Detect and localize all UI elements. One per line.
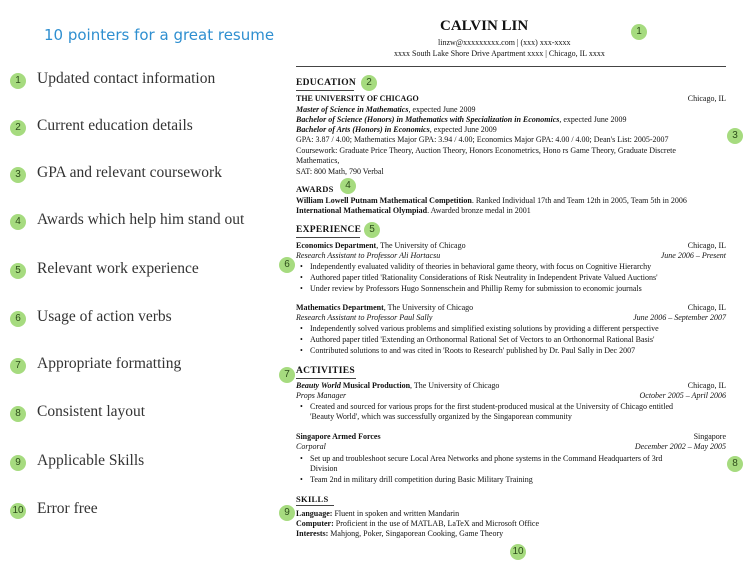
job-location: Chicago, IL xyxy=(687,303,726,312)
job-role: Research Assistant to Professor Paul Sally xyxy=(296,313,433,322)
activities-heading: ACTIVITIES xyxy=(296,366,355,376)
sat-line: SAT: 800 Math, 790 Verbal xyxy=(296,167,384,176)
degree-line: Bachelor of Arts (Honors) in Economics, expected June 2009 xyxy=(296,125,497,134)
number-badge: 5 xyxy=(364,222,380,238)
resume-address-line: xxxx South Lake Shore Drive Apartment xxxx | Chicago, IL xxxx xyxy=(394,49,605,58)
number-badge: 4 xyxy=(10,214,26,230)
number-badge: 2 xyxy=(361,75,377,91)
bullet-item: • Authored paper titled 'Extending an Orthonormal Rational Set of Vectors to an Orthonormal Rational Basis' xyxy=(310,335,654,344)
job-org: Economics Department, The University of Chicago xyxy=(296,241,466,250)
bullet-item: • Independently evaluated validity of theories in behavioral game theory, with focus on Cognitive Hierarchy xyxy=(310,262,651,271)
award-line: International Mathematical Olympiad. Awarded bronze medal in 2001 xyxy=(296,206,531,215)
bullet-item: • Contributed solutions to and was cited in 'Roots to Research' published by Dr. Paul Sally in Dec 2007 xyxy=(310,346,635,355)
bullet-item: • Set up and troubleshoot secure Local Area Networks and phone systems in the Command Headquarters of 3rd xyxy=(310,454,662,463)
pointer-text: Relevant work experience xyxy=(37,260,199,277)
pointer-text: Consistent layout xyxy=(37,403,146,420)
number-badge: 4 xyxy=(340,178,356,194)
section-underline xyxy=(296,237,360,238)
bullet-continuation: Division xyxy=(310,464,338,473)
degree-line: Master of Science in Mathematics, expected June 2009 xyxy=(296,105,476,114)
resume-name: CALVIN LIN xyxy=(440,18,529,34)
number-badge: 5 xyxy=(10,263,26,279)
number-badge: 3 xyxy=(10,167,26,183)
pointer-text: Applicable Skills xyxy=(37,452,145,469)
number-badge: 9 xyxy=(10,455,26,471)
degree-line: Bachelor of Science (Honors) in Mathematics with Specialization in Economics, expected June 2009 xyxy=(296,115,627,124)
number-badge: 7 xyxy=(10,358,26,374)
activity-org: Beauty World Musical Production, The University of Chicago xyxy=(296,381,500,390)
education-heading: EDUCATION xyxy=(296,78,357,88)
resume-contact-line: linzw@xxxxxxxxx.com | (xxx) xxx-xxxx xyxy=(438,38,571,47)
school-name: THE UNIVERSITY OF CHICAGO xyxy=(296,94,419,103)
gpa-line: GPA: 3.87 / 4.00; Mathematics Major GPA: 3.94 / 4.00; Economics Major GPA: 4.00 / 4.00; Dean's List: 2005-2007 xyxy=(296,135,669,144)
skill-line: Language: Fluent in spoken and written Mandarin xyxy=(296,509,460,518)
number-badge: 10 xyxy=(10,503,26,519)
activity-dates: December 2002 – May 2005 xyxy=(634,442,726,451)
award-line: William Lowell Putnam Mathematical Competition. Ranked Individual 17th and Team 12th in 2005, Team 5th in 2006 xyxy=(296,196,687,205)
job-role: Research Assistant to Professor Ali Hortacsu xyxy=(296,251,441,260)
activity-location: Chicago, IL xyxy=(687,381,726,390)
number-badge: 1 xyxy=(10,73,26,89)
skill-line: Computer: Proficient in the use of MATLAB, LaTeX and Microsoft Office xyxy=(296,519,540,528)
skills-heading: SKILLS xyxy=(296,494,329,504)
bullet-item: • Authored paper titled 'Rationality Considerations of Risk Neutrality in Independent Private Valued Auctions' xyxy=(310,273,658,282)
awards-heading: AWARDS xyxy=(296,184,334,194)
number-badge: 1 xyxy=(631,24,647,40)
pointer-text: Appropriate formatting xyxy=(37,355,182,372)
activity-location: Singapore xyxy=(693,432,726,441)
number-badge: 7 xyxy=(279,367,295,383)
job-location: Chicago, IL xyxy=(687,241,726,250)
activity-dates: October 2005 – April 2006 xyxy=(639,391,726,400)
activity-role: Props Manager xyxy=(296,391,347,400)
activity-role: Corporal xyxy=(296,442,326,451)
bullet-item: • Created and sourced for various props for the first student-produced musical at the University of Chicago entitled xyxy=(310,402,673,411)
skill-line: Interests: Mahjong, Poker, Singaporean Cooking, Game Theory xyxy=(296,529,504,538)
left-panel-title: 10 pointers for a great resume xyxy=(44,26,275,44)
number-badge: 10 xyxy=(510,544,526,560)
job-dates: June 2006 – Present xyxy=(660,251,726,260)
pointer-text: Current education details xyxy=(37,117,193,134)
bullet-continuation: 'Beauty World', which was successfully organized by the Singaporean community xyxy=(310,412,572,421)
section-underline xyxy=(296,378,356,379)
pointer-text: GPA and relevant coursework xyxy=(37,164,222,181)
experience-heading: EXPERIENCE xyxy=(296,225,362,235)
bullet-item: • Under review by Professors Hugo Sonnenschein and Phillip Remy for submission to economic journals xyxy=(310,284,642,293)
pointer-text: Updated contact information xyxy=(37,70,216,87)
number-badge: 9 xyxy=(279,505,295,521)
number-badge: 3 xyxy=(727,128,743,144)
pointer-text: Awards which help him stand out xyxy=(37,211,245,228)
bullet-item: • Independently solved various problems and simplified existing solutions by providing a different perspective xyxy=(310,324,659,333)
number-badge: 2 xyxy=(10,120,26,136)
activity-org: Singapore Armed Forces xyxy=(296,432,381,441)
school-location: Chicago, IL xyxy=(687,94,726,103)
pointer-text: Error free xyxy=(37,500,98,517)
coursework-line: Coursework: Graduate Price Theory, Auction Theory, Honors Econometrics, Hono rs Game Theory, Graduate Discrete xyxy=(296,146,676,155)
number-badge: 6 xyxy=(10,311,26,327)
header-divider xyxy=(296,66,726,67)
job-dates: June 2006 – September 2007 xyxy=(633,313,726,322)
job-org: Mathematics Department, The University of Chicago xyxy=(296,303,474,312)
section-underline xyxy=(296,505,334,506)
number-badge: 8 xyxy=(727,456,743,472)
number-badge: 8 xyxy=(10,406,26,422)
number-badge: 6 xyxy=(279,257,295,273)
section-underline xyxy=(296,90,354,91)
coursework-line: Mathematics, xyxy=(296,156,340,165)
bullet-item: • Team 2nd in military drill competition during Basic Military Training xyxy=(310,475,533,484)
pointer-text: Usage of action verbs xyxy=(37,308,172,325)
